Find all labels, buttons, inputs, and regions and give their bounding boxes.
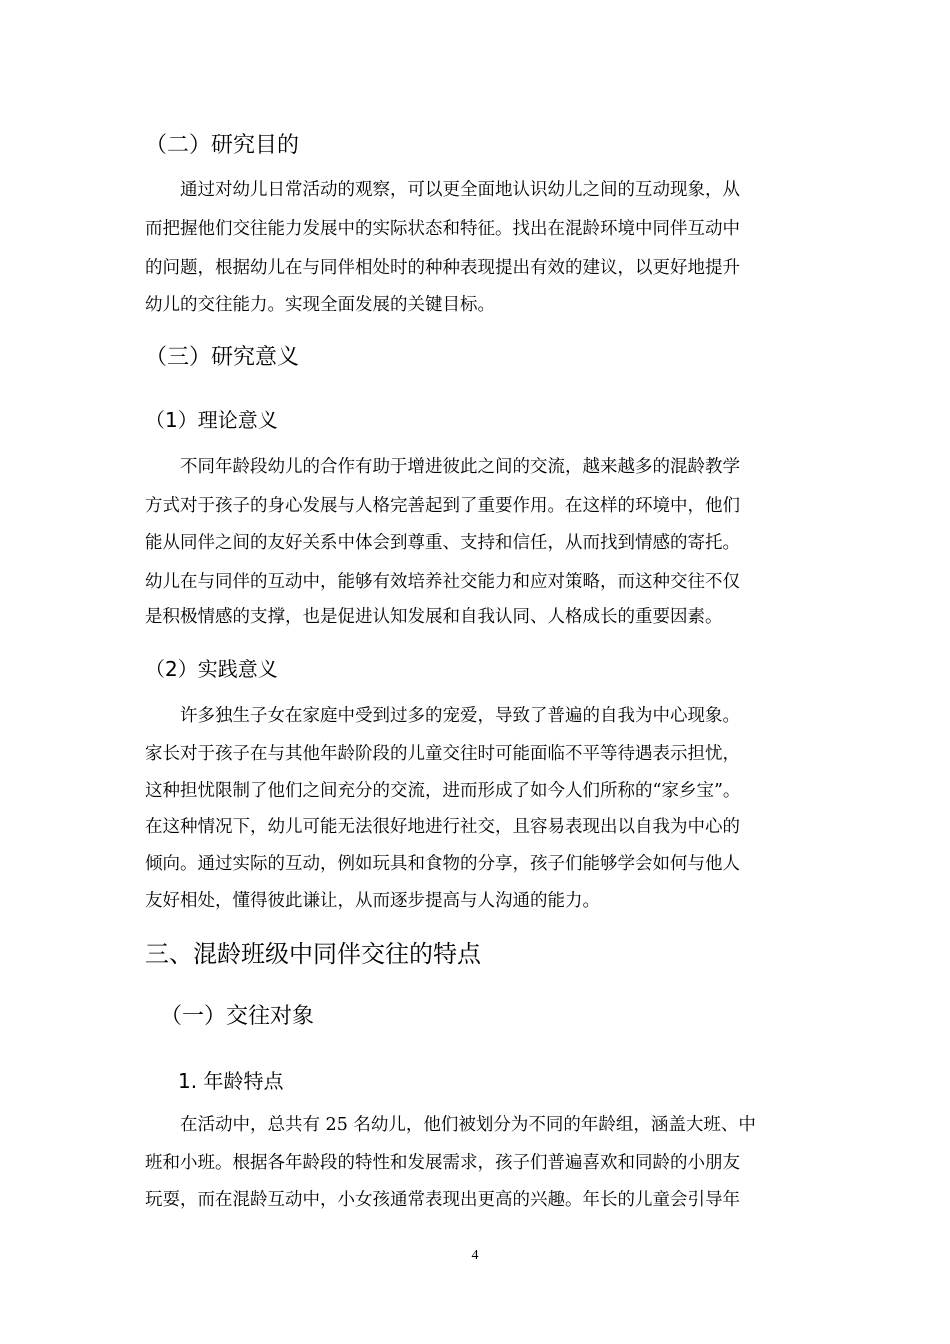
section-title-significance: （三）研究意义 bbox=[145, 345, 300, 370]
paragraph-line: 友好相处，懂得彼此谦让，从而逐步提高与人沟通的能力。 bbox=[145, 891, 600, 911]
page-number: 4 bbox=[471, 1248, 479, 1263]
paragraph-line: 能从同伴之间的友好关系中体会到尊重、支持和信任，从而找到情感的寄托。 bbox=[145, 533, 740, 553]
paragraph-line: 倾向。通过实际的互动，例如玩具和食物的分享，孩子们能够学会如何与他人 bbox=[145, 854, 740, 874]
paragraph-line: 方式对于孩子的身心发展与人格完善起到了重要作用。在这样的环境中，他们 bbox=[145, 496, 740, 516]
paragraph-line: 的问题，根据幼儿在与同伴相处时的种种表现提出有效的建议，以更好地提升 bbox=[145, 258, 740, 278]
paragraph-line: 是积极情感的支撑，也是促进认知发展和自我认同、人格成长的重要因素。 bbox=[145, 607, 723, 627]
subsection-title-practice: （2）实践意义 bbox=[145, 657, 278, 681]
subsection-title-theory: （1）理论意义 bbox=[145, 408, 278, 432]
paragraph-line: 而把握他们交往能力发展中的实际状态和特征。找出在混龄环境中同伴互动中 bbox=[145, 219, 740, 239]
paragraph-line: 家长对于孩子在与其他年龄阶段的儿童交往时可能面临不平等待遇表示担忧， bbox=[145, 744, 740, 764]
paragraph-line: 不同年龄段幼儿的合作有助于增进彼此之间的交流，越来越多的混龄教学 bbox=[180, 457, 740, 477]
chapter-title: 三、混龄班级中同伴交往的特点 bbox=[145, 940, 481, 968]
paragraph-line: 幼儿在与同伴的互动中，能够有效培养社交能力和应对策略，而这种交往不仅 bbox=[145, 572, 740, 592]
paragraph-line: 这种担忧限制了他们之间充分的交流，进而形成了如今人们所称的“家乡宝”。 bbox=[145, 781, 741, 801]
paragraph-line: 通过对幼儿日常活动的观察，可以更全面地认识幼儿之间的互动现象，从 bbox=[180, 180, 740, 200]
paragraph-line: 在这种情况下，幼儿可能无法很好地进行社交，且容易表现出以自我为中心的 bbox=[145, 817, 740, 837]
section-title-objective: （二）研究目的 bbox=[145, 133, 300, 158]
paragraph-line: 许多独生子女在家庭中受到过多的宠爱，导致了普遍的自我为中心现象。 bbox=[180, 706, 740, 726]
paragraph-line: 玩耍，而在混龄互动中，小女孩通常表现出更高的兴趣。年长的儿童会引导年 bbox=[145, 1190, 740, 1210]
paragraph-line: 班和小班。根据各年龄段的特性和发展需求，孩子们普遍喜欢和同龄的小朋友 bbox=[145, 1153, 740, 1173]
section-title-partner: （一）交往对象 bbox=[160, 1004, 315, 1029]
paragraph-line: 幼儿的交往能力。实现全面发展的关键目标。 bbox=[145, 295, 495, 315]
paragraph-line: 在活动中，总共有 25 名幼儿，他们被划分为不同的年龄组，涵盖大班、中 bbox=[180, 1115, 756, 1135]
subsection-title-age: 1. 年龄特点 bbox=[178, 1069, 284, 1093]
